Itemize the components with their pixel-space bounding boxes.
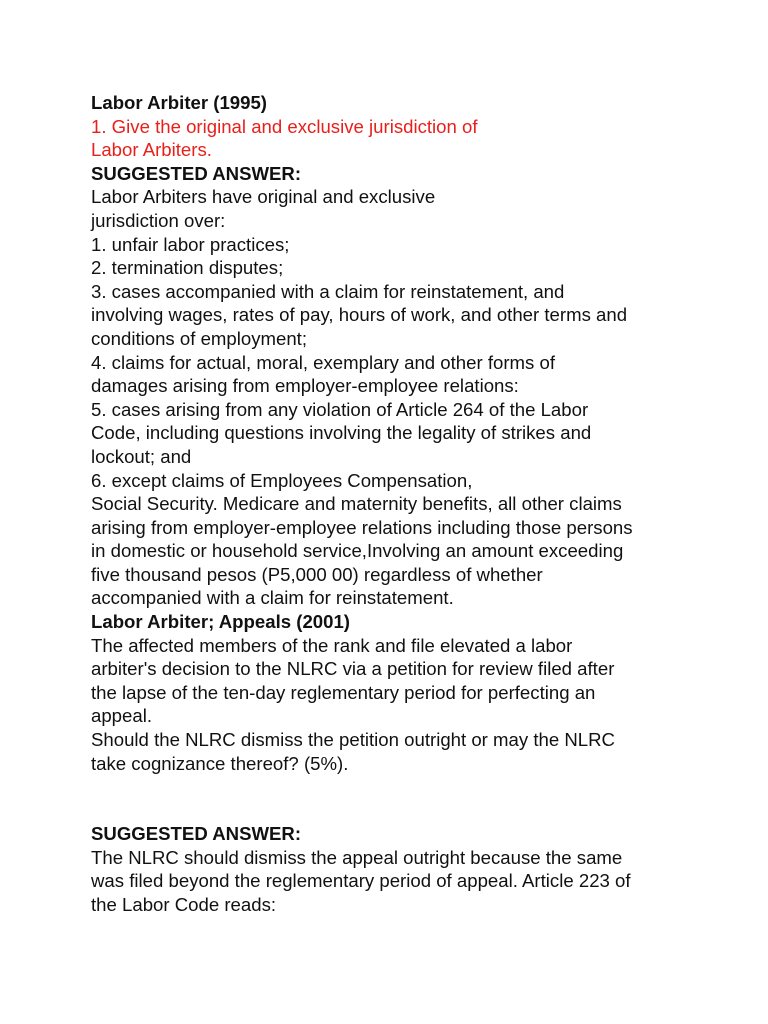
question-2-line: The affected members of the rank and file elevated a labor — [91, 634, 573, 656]
question-2-line: the lapse of the ten-day reglementary period for perfecting an — [91, 681, 596, 703]
question-2-line: arbiter's decision to the NLRC via a petition for review filed after — [91, 658, 615, 680]
list-item-line: damages arising from employer-employee relations: — [91, 375, 519, 397]
list-item — [91, 398, 731, 469]
list-item-line: conditions of employment; — [91, 327, 308, 349]
document-page — [91, 91, 731, 917]
list-item-line: lockout; and — [91, 445, 192, 467]
question-2-line: appeal. — [91, 705, 153, 727]
list-item-line: accompanied with a claim for reinstatement. — [91, 587, 454, 609]
suggested-answer-label: SUGGESTED ANSWER: — [91, 162, 302, 184]
list-item-line: 5. cases arising from any violation of Article 264 of the Labor — [91, 398, 589, 420]
answer-2 — [91, 846, 731, 917]
list-item — [91, 233, 731, 257]
paragraph-spacer — [91, 775, 731, 822]
list-item-line: 1. unfair labor practices; — [91, 233, 290, 255]
list-item — [91, 280, 731, 351]
question-1-line: 1. Give the original and exclusive jurisdiction of — [91, 115, 478, 137]
question-2-line: Should the NLRC dismiss the petition outright or may the NLRC — [91, 729, 615, 751]
list-item-line: Code, including questions involving the legality of strikes and — [91, 422, 592, 444]
answer-1-intro-line: Labor Arbiters have original and exclusive — [91, 186, 436, 208]
suggested-answer-label-2: SUGGESTED ANSWER: — [91, 823, 302, 845]
answer-1 — [91, 185, 731, 610]
list-item-line: 3. cases accompanied with a claim for reinstatement, and — [91, 280, 565, 302]
list-item — [91, 351, 731, 398]
list-item-line: in domestic or household service,Involving an amount exceeding — [91, 540, 624, 562]
question-1-line: Labor Arbiters. — [91, 139, 212, 161]
answer-2-line: was filed beyond the reglementary period of appeal. Article 223 of — [91, 870, 631, 892]
list-item-line: 4. claims for actual, moral, exemplary and other forms of — [91, 351, 555, 373]
list-item-line: 6. except claims of Employees Compensation, — [91, 469, 473, 491]
question-2 — [91, 634, 731, 776]
answer-2-line: The NLRC should dismiss the appeal outright because the same — [91, 846, 623, 868]
list-item-line: involving wages, rates of pay, hours of work, and other terms and — [91, 304, 628, 326]
question-1 — [91, 115, 731, 162]
heading-labor-arbiter-1995: Labor Arbiter (1995) — [91, 92, 267, 113]
question-2-line: take cognizance thereof? (5%). — [91, 752, 349, 774]
list-item — [91, 469, 731, 611]
answer-2-line: the Labor Code reads: — [91, 894, 277, 915]
list-item — [91, 256, 731, 280]
answer-1-intro-line: jurisdiction over: — [91, 209, 226, 231]
list-item-line: arising from employer-employee relations including those persons — [91, 516, 633, 538]
list-item-line: 2. termination disputes; — [91, 257, 284, 279]
list-item-line: Social Security. Medicare and maternity benefits, all other claims — [91, 493, 622, 515]
list-item-line: five thousand pesos (P5,000 00) regardless of whether — [91, 563, 543, 585]
heading-labor-arbiter-appeals-2001: Labor Arbiter; Appeals (2001) — [91, 611, 350, 633]
